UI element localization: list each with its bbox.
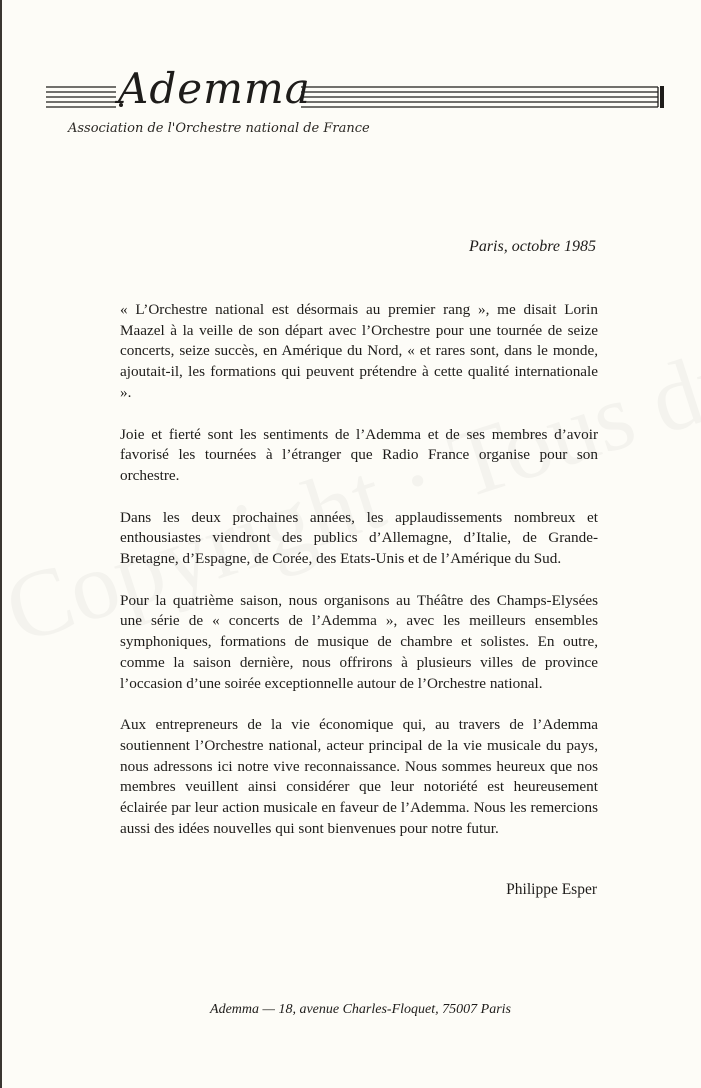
logo-wordmark: Ademma: [118, 64, 311, 113]
paragraph: Aux entrepreneurs de la vie économique qui, au travers de l’Ademma soutiennent l’Orchestre national, acteur principal de la vie musicale du pays, nous adressons ici notre vive reconnaissance. Nous sommes heureux que nos membres veuillent ainsi considérer que leur notoriété est heureusement éclairée par leur action musicale en faveur de l’Ademma. Nous les remercions aussi des idées nouvelles qui sont bienvenues pour notre futur.: [120, 716, 598, 837]
paragraph: Dans les deux prochaines années, les applaudissements nombreux et enthousiastes viendront des publics d’Allemagne, d’Italie, de Grande-Bretagne, d’Espagne, de Corée, des Etats-Unis et de l’Amérique du Sud.: [120, 508, 598, 568]
paragraph: Joie et fierté sont les sentiments de l’Ademma et de ses membres d’avoir favorisé les tournées à l’étranger que Radio France organise pour son orchestre.: [120, 425, 598, 484]
logo-subtitle: Association de l'Orchestre national de France: [68, 121, 370, 136]
signature: Philippe Esper: [506, 881, 597, 898]
paragraph: « L’Orchestre national est désormais au premier rang », me disait Lorin Maazel à la veille de son départ avec l’Orchestre pour une tournée de seize concerts, seize succès, en Amérique du Nord, « et rares sont, dans le monde, ajoutait-il, les formations qui peuvent prétendre à cette qualité internationale ».: [120, 301, 598, 401]
paragraph: Pour la quatrième saison, nous organisons au Théâtre des Champs-Elysées une série de « concerts de l’Ademma », avec les meilleurs ensembles symphoniques, formations de musique de chambre et solistes. En outre, comme la saison dernière, nous offrirons à plusieurs villes de province l’occasion d’une soirée exceptionnelle autour de l’Orchestre national.: [120, 591, 598, 692]
footer-address: Ademma — 18, avenue Charles-Floquet, 75007 Paris: [210, 1002, 511, 1017]
letter-date: Paris, octobre 1985: [469, 238, 596, 255]
letter-body: [120, 300, 598, 860]
